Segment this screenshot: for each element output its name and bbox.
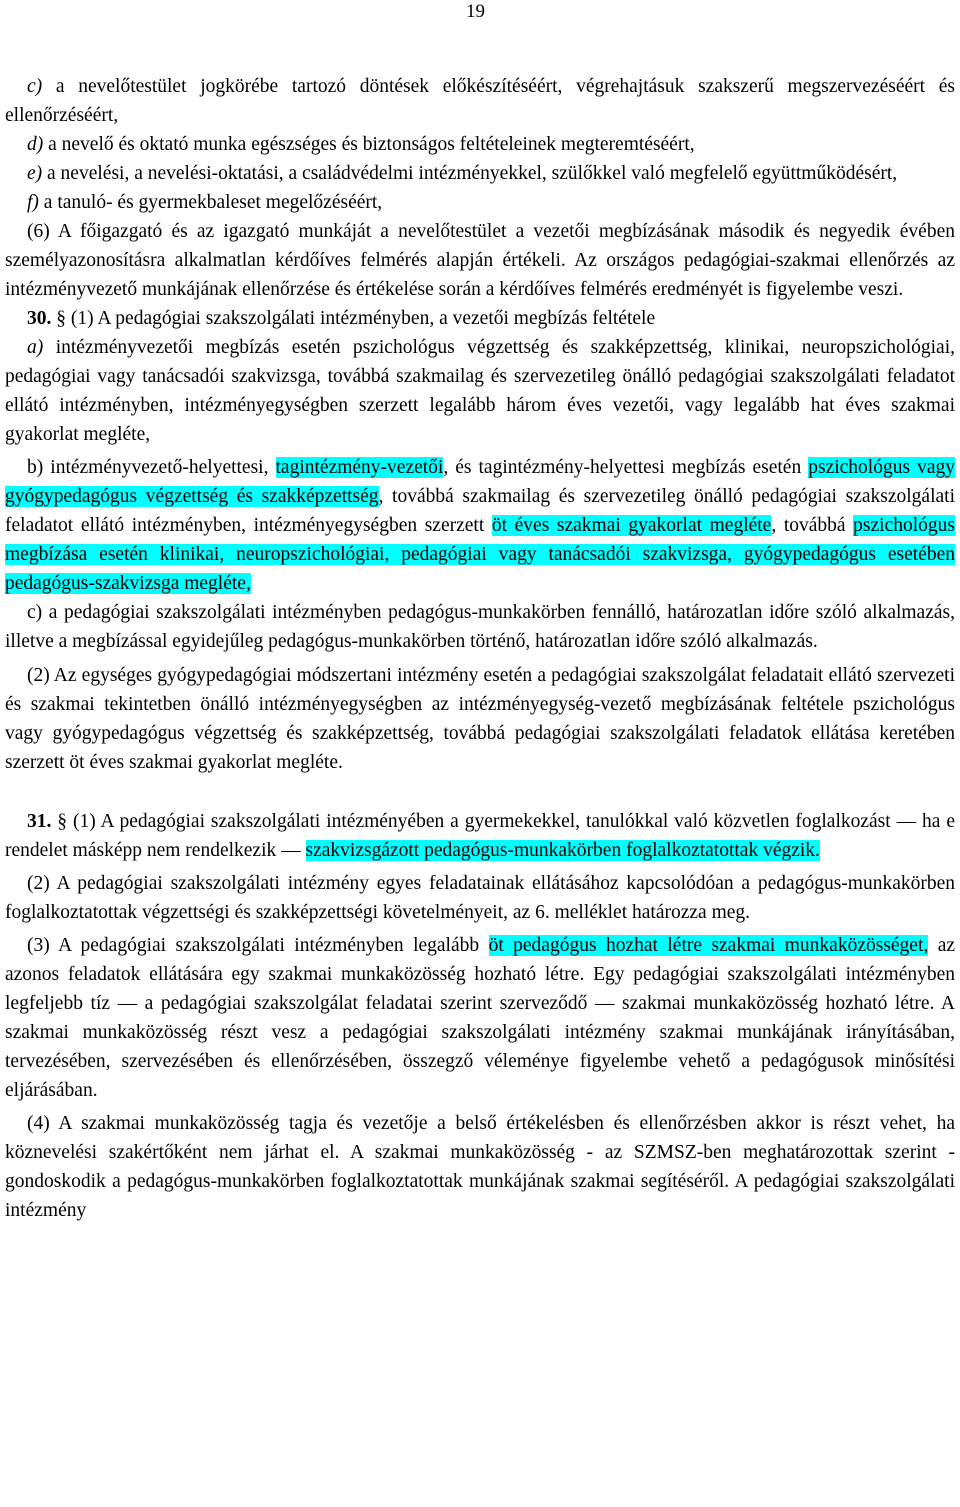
- section-30-a-text: intézményvezetői megbízás esetén pszichológus végzettség és szakképzettség, klinikai, neuropszichológiai, pedagógiai vagy tanácsadói szakvizsga, továbbá szakmailag és szervezetileg önálló pedagógiai szakszolgálati feladatot ellátó intézményben, intézményegységben szerzett legalább három éves vezetői, vagy legalább hat éves szakmai gyakorlat megléte,: [5, 337, 955, 445]
- section-30-2: (2) Az egységes gyógypedagógiai módszertani intézmény esetén a pedagógiai szakszolgálat feladatait ellátó szervezeti és szakmai tekintetben önálló intézményegységben az intézményegység-vezető megbízásának feltétele pszichológus vagy gyógypedagógus végzettség és szakképzettség, továbbá pedagógiai szakszolgálati feladatok ellátása keretében szerzett öt éves szakmai gyakorlat megléte.: [5, 665, 955, 773]
- paragraph-c: [5, 72, 955, 130]
- section-31-3-text-1: (3) A pedagógiai szakszolgálati intézményben legalább: [27, 935, 489, 956]
- section-30-b-text-3: , továbbá szakmailag és szervezetileg önálló pedagógiai szakszolgálati feladatot ellátó intézményben, intézményegységben szerzett: [5, 486, 955, 536]
- section-31-1: [5, 807, 955, 865]
- item-label-d: d): [27, 134, 44, 155]
- paragraph-d: [5, 130, 955, 159]
- section-31-3: [5, 931, 955, 1105]
- section-30-number: 30.: [27, 308, 52, 329]
- paragraph-e: [5, 159, 955, 188]
- section-31-number: 31.: [27, 811, 52, 832]
- highlight-ot-pedagogus: öt pedagógus hozhat létre szakmai munkaközösséget,: [488, 935, 929, 956]
- highlight-ot-eves-gyakorlat: öt éves szakmai gyakorlat megléte: [491, 515, 772, 536]
- highlight-pszichologus-megbizasa: pszichológus megbízása esetén klinikai, neuropszichológiai, pedagógiai vagy tanácsadói szakvizsga, gyógypedagógus esetében pedagógus-szakvizsga megléte,: [5, 515, 955, 594]
- section-30-c: c) a pedagógiai szakszolgálati intézményben pedagógus-munkakörben fennálló, határozatlan időre szóló alkalmazás, illetve a megbízással egyidejűleg pedagógus-munkakörben történő, határozatlan időre szóló alkalmazás.: [5, 602, 955, 652]
- section-30-a: [5, 333, 955, 449]
- document-body: [5, 72, 955, 1225]
- section-31-3-text-2: az azonos feladatok ellátására egy szakmai munkaközösség hozható létre. Egy pedagógiai szakszolgálati intézményben legfeljebb tíz — a pedagógiai szakszolgálat feladatai szerint szerveződő — szakmai munkaközösség hozható létre. A szakmai munkaközösség részt vesz a pedagógiai szakszolgálati intézmény szakmai munkájának irányításában, tervezésében, szervezésében és ellenőrzésében, összegző véleménye figyelembe vehető a pedagógusok minősítési eljárásában.: [5, 935, 955, 1101]
- paragraph-6: (6) A főigazgató és az igazgató munkáját a nevelőtestület a vezetői megbízásának második és negyedik évében személyazonosításra alkalmatlan kérdőíves felmérés alapján értékeli. Az országos pedagógiai-szakmai ellenőrzés az intézményvezető munkájának ellenőrzése és értékelése során a kérdőíves felmérés eredményét is figyelembe veszi.: [5, 221, 955, 300]
- section-31-1-text: § (1) A pedagógiai szakszolgálati intézményében a gyermekekkel, tanulókkal való közvetlen foglalkozást — ha e rendelet másképp nem rendelkezik —: [5, 811, 955, 861]
- section-30-intro: [5, 304, 955, 333]
- section-30-a-label: a): [27, 337, 44, 358]
- item-text-d: a nevelő és oktató munka egészséges és biztonságos feltételeinek megteremtéséért,: [43, 134, 695, 155]
- section-31-4: (4) A szakmai munkaközösség tagja és vezetője a belső értékelésben és ellenőrzésben akkor is részt vehet, ha köznevelési szakértőként nem járhat el. A szakmai munkaközösség - az SZMSZ-ben meghatározottak szerint - gondoskodik a pedagógus-munkakörben foglalkoztatottak munkájának szakmai segítéséről. A pedagógiai szakszolgálati intézmény: [5, 1113, 955, 1221]
- item-label-e: e): [27, 163, 43, 184]
- section-31-2: (2) A pedagógiai szakszolgálati intézmény egyes feladatainak ellátásához kapcsolódóan a pedagógus-munkakörben foglalkoztatottak végzettségi és szakképzettségi követelményeit, az 6. melléklet határozza meg.: [5, 873, 955, 923]
- section-30-b: [5, 453, 955, 598]
- section-30-text: § (1) A pedagógiai szakszolgálati intézményben, a vezetői megbízás feltétele: [51, 308, 656, 329]
- highlight-szakvizsgazott: szakvizsgázott pedagógus-munkakörben foglalkoztatottak végzik.: [305, 840, 820, 861]
- paragraph-f: [5, 188, 955, 217]
- highlight-pszichologus-vegzettseg: pszichológus vagy gyógypedagógus végzettség és szakképzettség: [5, 457, 955, 507]
- item-text-e: a nevelési, a nevelési-oktatási, a családvédelmi intézményekkel, szülőkkel való megfelelő együttműködésért,: [42, 163, 898, 184]
- item-text-c: a nevelőtestület jogkörébe tartozó döntések előkészítéséért, végrehajtásuk szakszerű megszervezéséért és ellenőrzéséért,: [5, 76, 955, 126]
- section-30-b-text-2: , és tagintézmény-helyettesi megbízás esetén: [443, 457, 809, 478]
- item-text-f: a tanuló- és gyermekbaleset megelőzéséért,: [38, 192, 383, 213]
- highlight-tagintezmeny-vezetoi: tagintézmény-vezetői: [275, 457, 444, 478]
- page-number: 19: [466, 1, 485, 22]
- section-30-b-text-4: , továbbá: [771, 515, 854, 536]
- item-label-f: f): [27, 192, 39, 213]
- item-label-c: c): [27, 76, 43, 97]
- section-30-b-text-1: b) intézményvezető-helyettesi,: [27, 457, 276, 478]
